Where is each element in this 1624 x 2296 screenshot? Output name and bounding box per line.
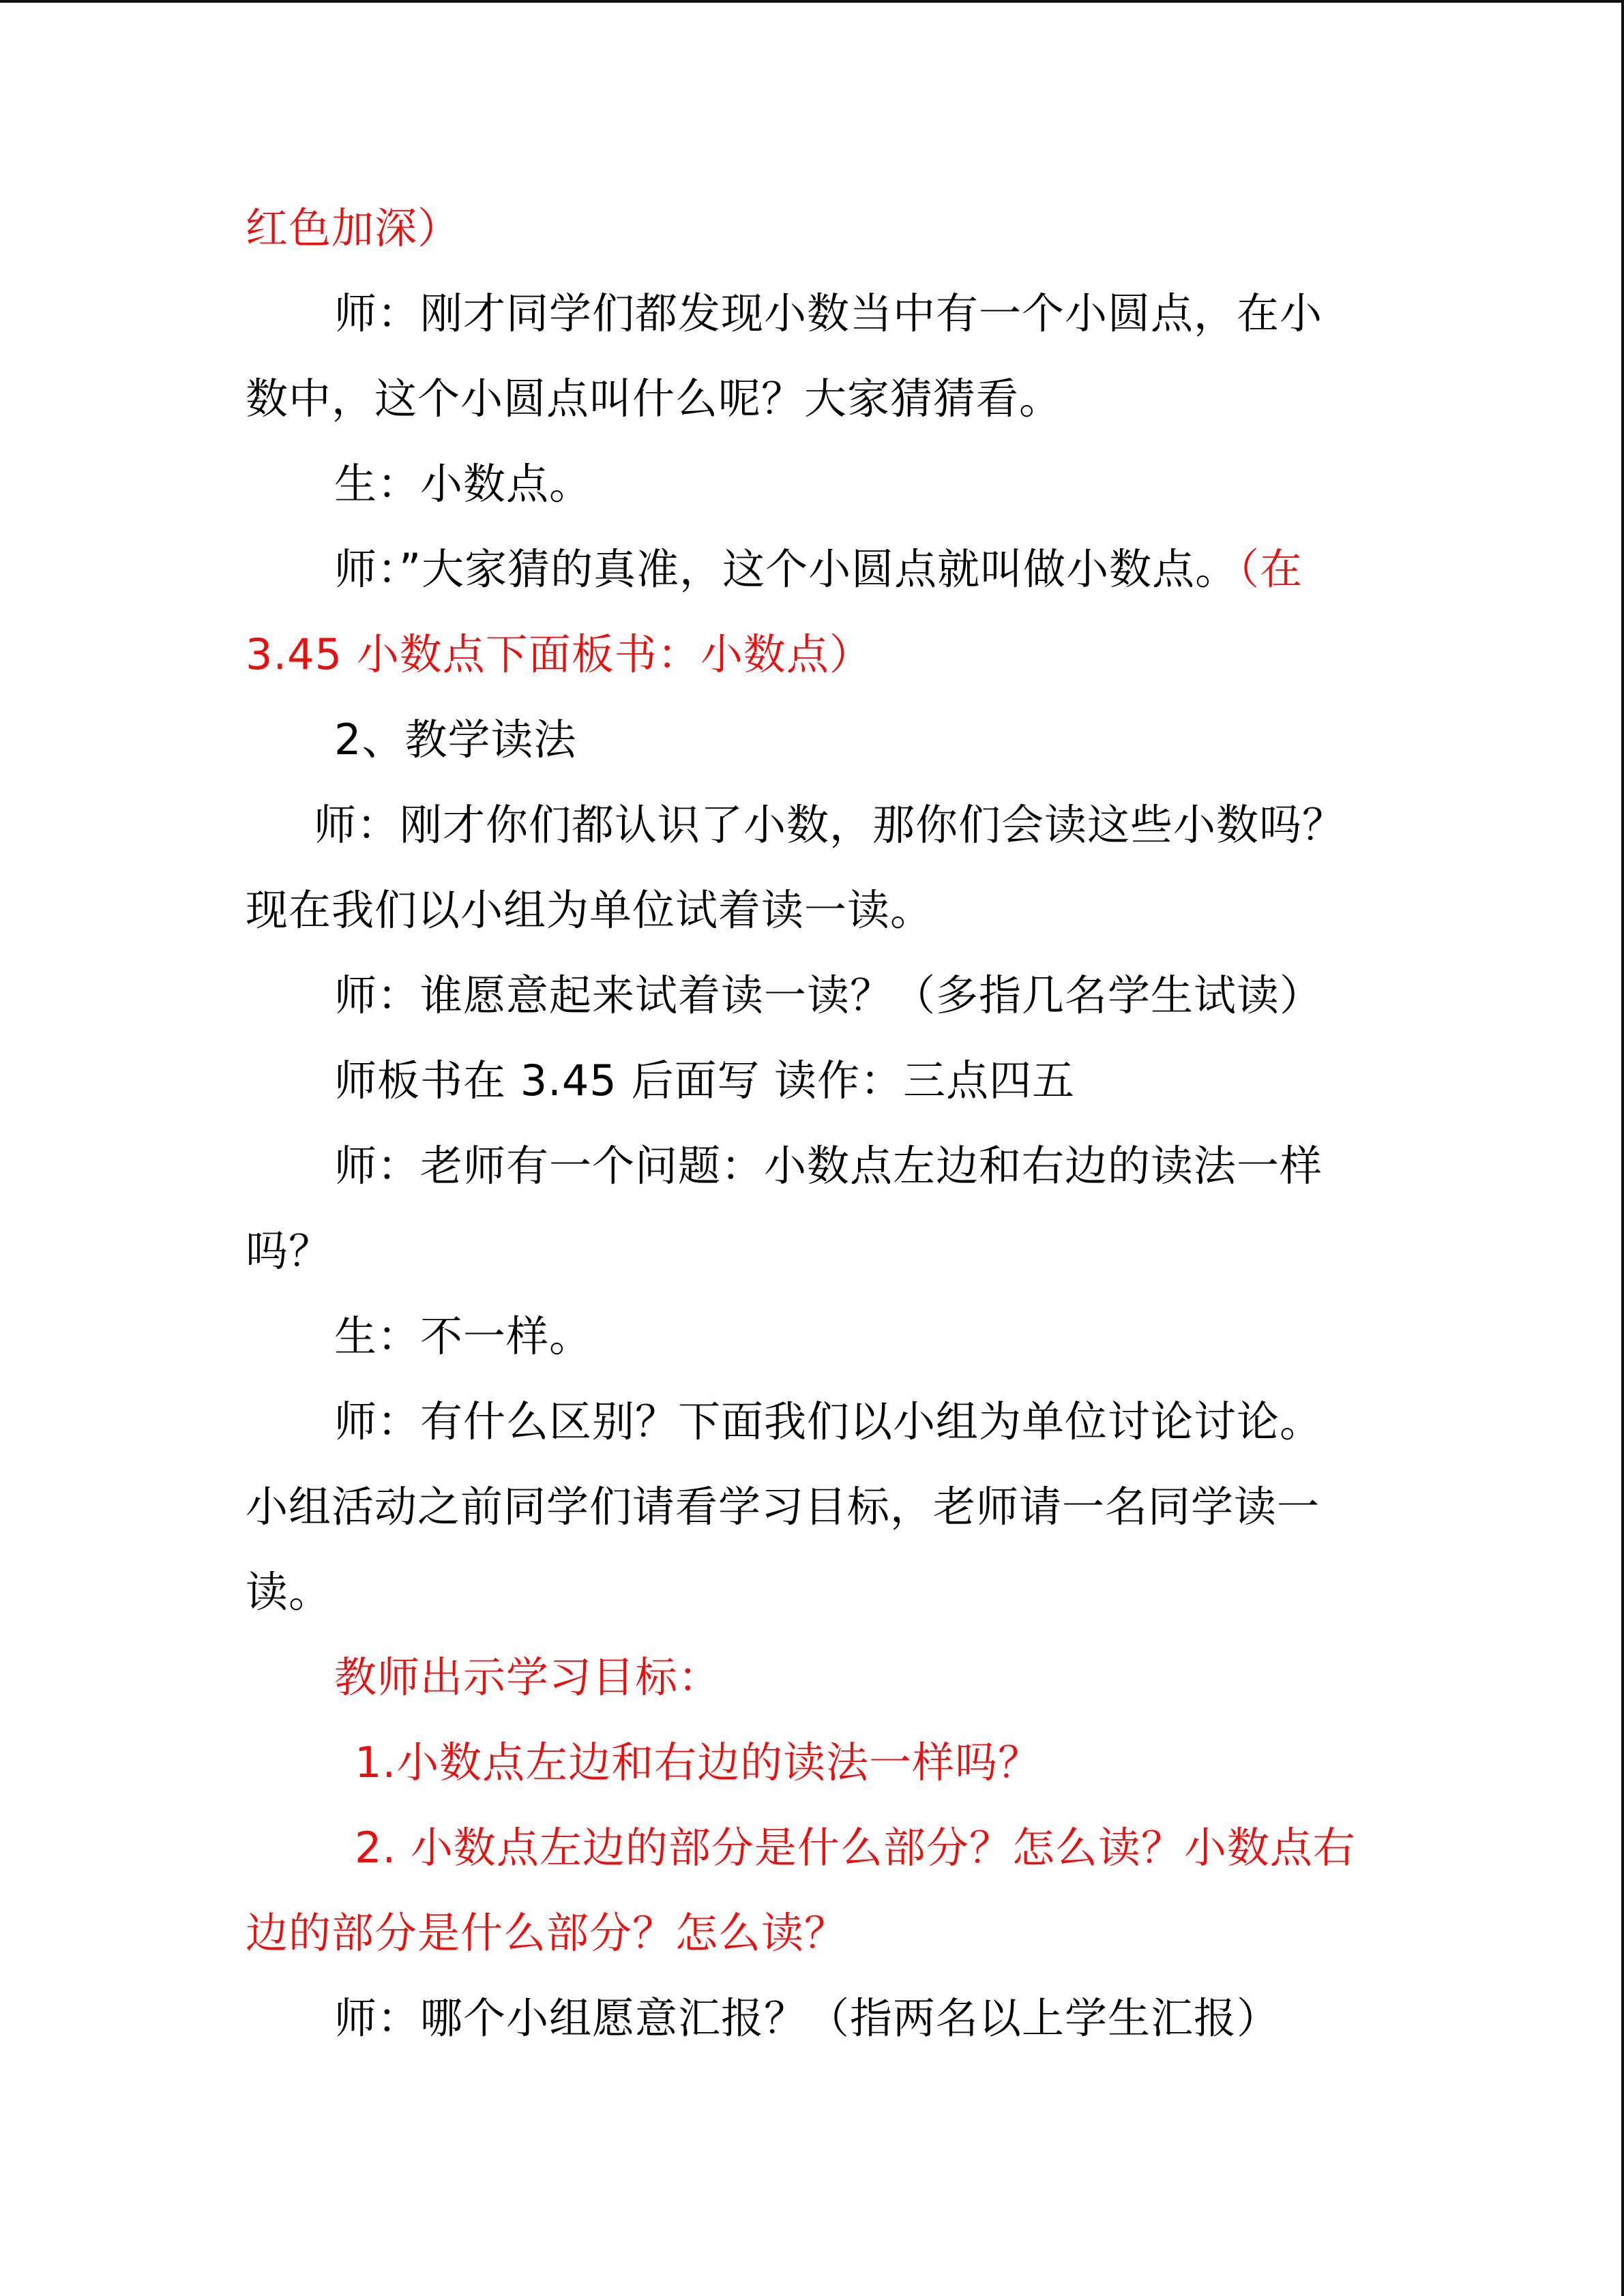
- goal-item: [355, 1732, 1041, 1793]
- dialogue-text: 师：有什么区别？下面我们以小组为单位讨论讨论。: [334, 1397, 1323, 1446]
- dialogue-text: 师板书在 3.45 后面写 读作：三点四五: [334, 1056, 1076, 1105]
- highlighted-text: 教师出示学习目标：: [334, 1652, 722, 1702]
- dialogue-text: 吗？: [246, 1226, 332, 1276]
- goal-item-continuation: [246, 1903, 847, 1964]
- dialogue-text: 生：小数点。: [334, 459, 593, 509]
- dialogue-text: 师：老师有一个问题：小数点左边和右边的读法一样: [334, 1141, 1323, 1191]
- dialogue-text: 师：”大家猜的真准，这个小圆点就叫做小数点。: [334, 544, 1239, 594]
- paragraph-line: [334, 453, 592, 515]
- heading-text: 2、教学读法: [334, 715, 577, 764]
- section-heading: [334, 709, 576, 771]
- highlighted-text: 红色加深）: [246, 203, 461, 253]
- dialogue-text: 数中，这个小圆点叫什么呢？大家猜猜看。: [246, 374, 1063, 423]
- dialogue-text: 现在我们以小组为单位试着读一读。: [246, 885, 934, 935]
- paragraph-line: [334, 539, 1303, 600]
- paragraph-line: [246, 624, 872, 685]
- paragraph-line: [246, 1562, 331, 1623]
- dialogue-text: 师：刚才你们都认识了小数，那你们会读这些小数吗？: [314, 800, 1346, 850]
- paragraph-line: [334, 965, 1323, 1026]
- paragraph-line: [314, 794, 1345, 856]
- paragraph-line: [334, 283, 1323, 344]
- highlighted-text: 1.小数点左边和右边的读法一样吗？: [355, 1738, 1042, 1787]
- paragraph-line: [334, 1135, 1323, 1197]
- goals-heading: [334, 1647, 721, 1708]
- dialogue-text: 生：不一样。: [334, 1311, 593, 1361]
- highlighted-text: 3.45 小数点下面板书：小数点）: [246, 629, 872, 679]
- paragraph-line: [334, 1391, 1323, 1452]
- dialogue-text: 师：谁愿意起来试着读一读？（多指几名学生试读）: [334, 970, 1323, 1020]
- paragraph-line: [246, 368, 1062, 430]
- highlighted-text: 2. 小数点左边的部分是什么部分？怎么读？小数点右: [355, 1823, 1356, 1873]
- dialogue-text: 师：哪个小组愿意汇报？（指两名以上学生汇报）: [334, 1993, 1280, 2043]
- dialogue-text: 读。: [246, 1567, 332, 1617]
- paragraph-line: [334, 1988, 1280, 2049]
- paragraph-line: [246, 198, 460, 259]
- dialogue-text: 小组活动之前同学们请看学习目标，老师请一名同学读一: [246, 1482, 1320, 1532]
- page-border-right: [1621, 0, 1624, 2296]
- paragraph-line: [246, 1476, 1320, 1538]
- highlighted-text: 边的部分是什么部分？怎么读？: [246, 1908, 848, 1958]
- paragraph-line: [334, 1306, 592, 1367]
- highlighted-text: （在: [1238, 544, 1303, 594]
- paragraph-line: [246, 880, 933, 941]
- paragraph-line: [246, 1221, 331, 1282]
- page-border-top: [0, 0, 1624, 3]
- dialogue-text: 师：刚才同学们都发现小数当中有一个小圆点，在小: [334, 288, 1323, 338]
- goal-item: [355, 1817, 1356, 1879]
- paragraph-line: [334, 1050, 1075, 1112]
